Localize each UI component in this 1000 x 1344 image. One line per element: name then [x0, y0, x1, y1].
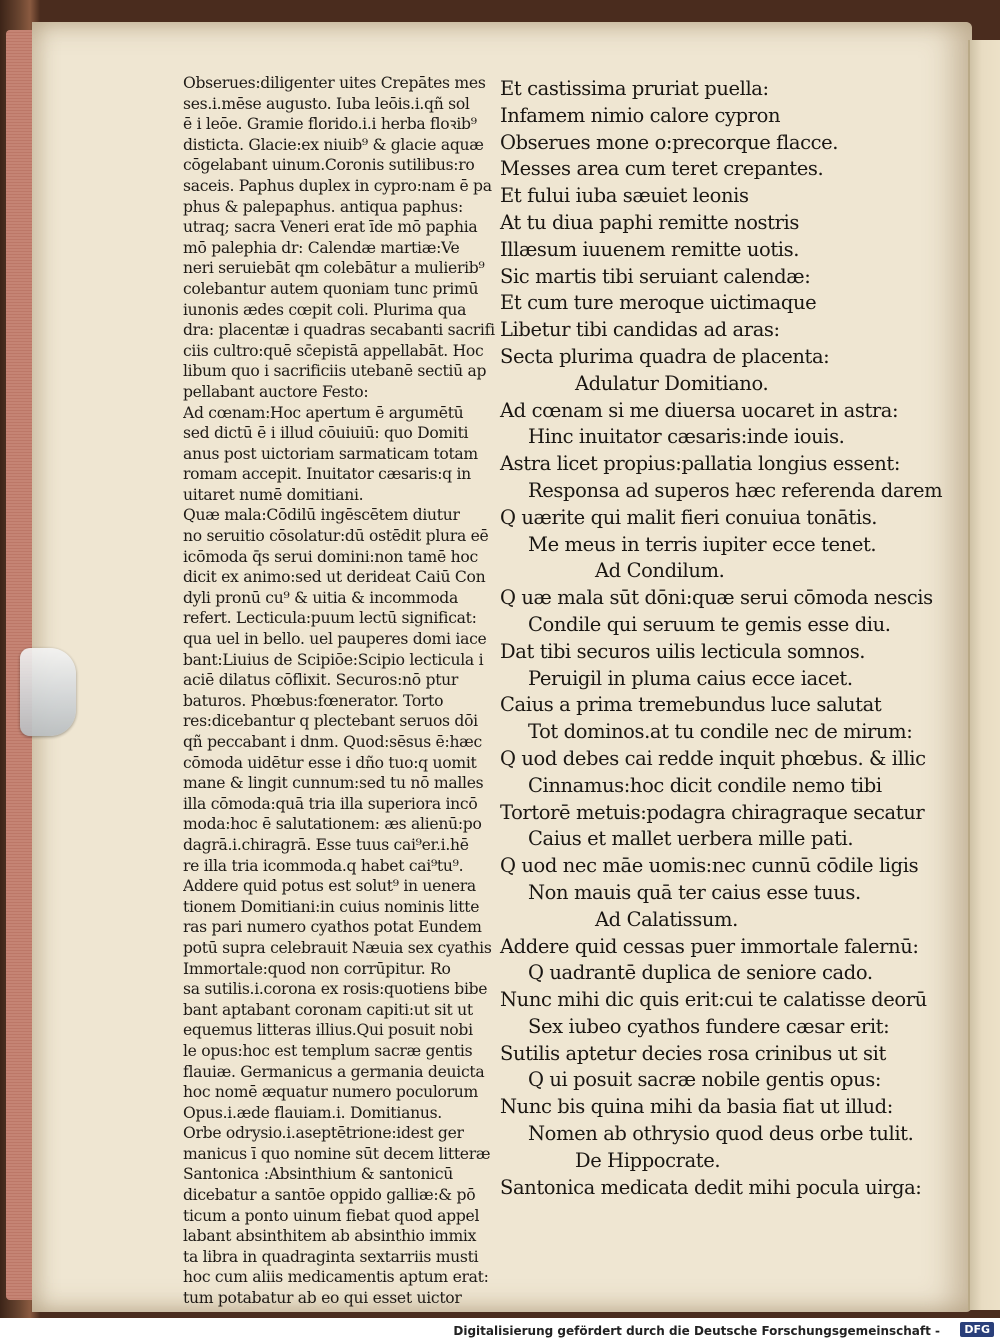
commentary-line: dra: placentæ i quadras secabanti sacrifi: [183, 321, 495, 340]
commentary-line: Orbe odrysio.i.aseptētrione:idest ger: [183, 1124, 464, 1143]
commentary-line: qñ peccabant i dnm. Quod:sēsus ē:hæc: [183, 733, 482, 751]
commentary-line: ticum a ponto uinum fiebat quod appel: [183, 1206, 480, 1225]
dfg-logo: DFG: [960, 1322, 994, 1337]
poem-line: Nomen ab othrysio quod deus orbe tulit.: [528, 1122, 914, 1146]
commentary-line: flauiæ. Germanicus a germania deuicta: [183, 1062, 485, 1081]
poem-line: Hinc inuitator cæsaris:inde iouis.: [528, 425, 845, 449]
commentary-line: disticta. Glacie:ex niuib⁹ & glacie aquæ: [183, 135, 484, 154]
commentary-line: Santonica :Absinthium & santonicū: [183, 1165, 454, 1184]
commentary-line: dicebatur a santōe oppido galliæ:& pō: [183, 1186, 476, 1205]
poem-heading: Ad Calatissum.: [595, 907, 738, 931]
commentary-line: le opus:hoc est templum sacræ gentis: [183, 1041, 473, 1060]
poem-line: Sic martis tibi seruiant calendæ:: [500, 264, 811, 288]
commentary-line: pellabant auctore Festo:: [183, 382, 369, 401]
poem-line: Q uadrantē duplica de seniore cado.: [528, 961, 873, 985]
poem-line: Nunc mihi dic quis erit:cui te calatisse deorū: [500, 988, 927, 1012]
poem-line: Ad cœnam si me diuersa uocaret in astra:: [500, 398, 899, 422]
commentary-line: romam accepit. Inuitator cæsaris:q in: [183, 465, 471, 484]
commentary-line: res:dicebantur q plectebant seruos dōi: [183, 712, 478, 731]
poem-line: Caius a prima tremebundus luce salutat: [500, 693, 882, 717]
poem-line: Responsa ad superos hæc referenda darem: [528, 478, 943, 502]
poem-line: Peruigil in pluma caius ecce iacet.: [528, 666, 853, 690]
poem-line: Secta plurima quadra de placenta:: [500, 344, 830, 368]
poem-line: Tortorē metuis:podagra chiragraque secatur: [500, 800, 925, 824]
commentary-column: [183, 73, 503, 1309]
commentary-line: phus & palepaphus. antiqua paphus:: [183, 197, 463, 216]
commentary-line: ses.i.mēse augusto. Iuba leōis.i.qñ sol: [183, 94, 470, 113]
poem-line: Nunc bis quina mihi da basia fiat ut illud:: [500, 1095, 893, 1119]
commentary-line: hoc cum aliis medicamentis aptum erat:: [183, 1268, 489, 1287]
commentary-line: tionem Domitiani:in cuius nominis litte: [183, 897, 480, 916]
commentary-line: Ad cœnam:Hoc apertum ē argumētū: [183, 403, 464, 422]
commentary-line: bant aptabant coronam capiti:ut sit ut: [183, 1000, 473, 1019]
commentary-line: labant absinthitem ab absinthio immix: [183, 1227, 477, 1246]
commentary-line: sed dictū ē i illud cōuiuiū: quo Domiti: [183, 424, 469, 443]
commentary-line: libum quo i sacrificiis utebanē sectiū ap: [183, 362, 487, 381]
poem-line: At tu diua paphi remitte nostris: [500, 210, 799, 234]
poem-line: Infamem nimio calore cypron: [500, 103, 781, 127]
commentary-line: Addere quid potus est solut⁹ in uenera: [183, 877, 476, 896]
commentary-line: no seruitio cōsolatur:dū ostēdit plura eē: [183, 527, 489, 546]
commentary-line: icōmoda q̄s serui domini:non tamē hoc: [183, 547, 478, 566]
commentary-line: Immortale:quod non corrūpitur. Ro: [183, 959, 451, 978]
commentary-line: Quæ mala:Cōdilū ingēscētem diutur: [183, 506, 460, 525]
poem-line: Q ui posuit sacræ nobile gentis opus:: [528, 1068, 882, 1092]
page-clip: [20, 648, 76, 736]
commentary-line: mō palephia dr: Calendæ martiæ:Ve: [183, 238, 460, 257]
poem-line: Santonica medicata dedit mihi pocula uirga:: [500, 1175, 922, 1199]
poem-line: Sutilis aptetur decies rosa crinibus ut sit: [500, 1041, 886, 1065]
commentary-line: equemus litteras illius.Qui posuit nobi: [183, 1021, 473, 1040]
commentary-line: utraq; sacra Veneri erat īde mō paphia: [183, 218, 478, 237]
commentary-line: iunonis ædes cœpit coli. Plurima qua: [183, 300, 467, 319]
poem-line: Caius et mallet uerbera mille pati.: [528, 827, 854, 851]
poem-line: Q uæ mala sūt dōni:quæ serui cōmoda nescis: [500, 586, 933, 610]
poem-line: Illæsum iuuenem remitte uotis.: [500, 237, 800, 261]
commentary-line: dicit ex animo:sed ut derideat Caiū Con: [183, 568, 486, 587]
commentary-line: mane & lingit cunnum:sed tu nō malles: [183, 774, 484, 793]
commentary-line: hoc nomē æquatur numero poculorum: [183, 1083, 479, 1102]
poem-line: Libetur tibi candidas ad aras:: [500, 318, 780, 342]
commentary-line: saceis. Paphus duplex in cypro:nam ē pa: [183, 176, 492, 195]
poem-line: Messes area cum teret crepantes.: [500, 157, 824, 181]
commentary-line: cōmoda uidētur esse i dño tuo:q uomit: [183, 753, 477, 772]
commentary-line: Obserues:diligenter uites Crepātes mes: [183, 74, 486, 92]
commentary-line: neri seruiebāt qm colebātur a mulierib⁹: [183, 259, 485, 278]
commentary-line: uitaret numē domitiani.: [183, 485, 364, 504]
poem-line: Et castissima pruriat puella:: [500, 77, 769, 100]
poem-line: Q uod debes cai redde inquit phœbus. & illic: [500, 746, 926, 770]
commentary-line: anus post uictoriam sarmaticam totam: [183, 444, 478, 463]
footer-bar: [0, 1318, 1000, 1344]
poem-line: Non mauis quā ter caius esse tuus.: [528, 880, 861, 904]
poem-line: Condile qui seruum te gemis esse diu.: [528, 612, 891, 636]
commentary-line: Opus.i.æde flauiam.i. Domitianus.: [183, 1103, 442, 1122]
commentary-line: bant:Liuius de Scipiōe:Scipio lecticula i: [183, 650, 484, 669]
poem-line: Me meus in terris iupiter ecce tenet.: [528, 532, 877, 556]
commentary-line: moda:hoc ē salutationem: æs alienū:po: [183, 815, 482, 834]
commentary-line: aciē dilatus cōflixit. Securos:nō ptur: [183, 671, 459, 690]
poem-line: Tot dominos.at tu condile nec de mirum:: [528, 720, 913, 744]
commentary-line: ta libra in quadraginta sextarriis musti: [183, 1247, 479, 1266]
poem-line: Q uærite qui malit fieri conuiua tonātis.: [500, 505, 878, 529]
commentary-line: cōgelabant uinum.Coronis sutilibus:ro: [183, 156, 475, 175]
poem-line: Obserues mone o:precorque flacce.: [500, 130, 839, 154]
commentary-line: qua uel in bello. uel pauperes domi iace: [183, 630, 487, 649]
commentary-line: potū supra celebrauit Næuia sex cyathis: [183, 938, 492, 957]
commentary-line: dyli pronū cu⁹ & uitia & incommoda: [183, 588, 458, 607]
commentary-line: baturos. Phœbus:fœnerator. Torto: [183, 691, 444, 710]
poem-line: Sex iubeo cyathos fundere cæsar erit:: [528, 1014, 890, 1038]
commentary-line: refert. Lecticula:puum lectū significat:: [183, 609, 477, 628]
poem-line: Astra licet propius:pallatia longius essent:: [500, 452, 901, 476]
commentary-line: colebantur autem quoniam tunc primū: [183, 279, 479, 298]
poem-heading: De Hippocrate.: [575, 1148, 721, 1172]
commentary-line: illa cōmoda:quā tria illa superiora incō: [183, 794, 478, 813]
poem-line: Dat tibi securos uilis lecticula somnos.: [500, 639, 866, 663]
poem-line: Et cum ture meroque uictimaque: [500, 291, 817, 315]
poem-line: Addere quid cessas puer immortale falernū:: [500, 934, 919, 958]
poem-line: Et fului iuba sæuiet leonis: [500, 184, 749, 208]
commentary-line: dagrā.i.chiragrā. Esse tuus cai⁹er.i.hē: [183, 835, 469, 854]
commentary-line: sa sutilis.i.corona ex rosis:quotiens bibe: [183, 980, 488, 999]
commentary-line: ras pari numero cyathos potat Eundem: [183, 918, 482, 937]
poem-heading: Adulatur Domitiano.: [575, 371, 769, 395]
poem-line: Cinnamus:hoc dicit condile nemo tibi: [528, 773, 882, 797]
next-page-edge: [968, 40, 1000, 1310]
poem-line: Q uod nec māe uomis:nec cunnū cōdile ligis: [500, 854, 919, 878]
footer-credit: Digitalisierung gefördert durch die Deutsche Forschungsgemeinschaft -: [453, 1324, 940, 1338]
poem-heading: Ad Condilum.: [595, 559, 725, 583]
commentary-line: re illa tria icommoda.q habet cai⁹tu⁹.: [183, 856, 464, 875]
commentary-line: ciis cultro:quē sc̄epistā appellabāt. Hoc: [183, 341, 484, 360]
commentary-line: tum potabatur ab eo qui esset uictor: [183, 1289, 462, 1308]
commentary-line: manicus ī quo nomine sūt decem litteræ: [183, 1144, 491, 1163]
poem-column: [500, 76, 943, 1201]
commentary-line: ē i leōe. Gramie florido.i.i herba floꝛib⁹: [183, 115, 477, 134]
